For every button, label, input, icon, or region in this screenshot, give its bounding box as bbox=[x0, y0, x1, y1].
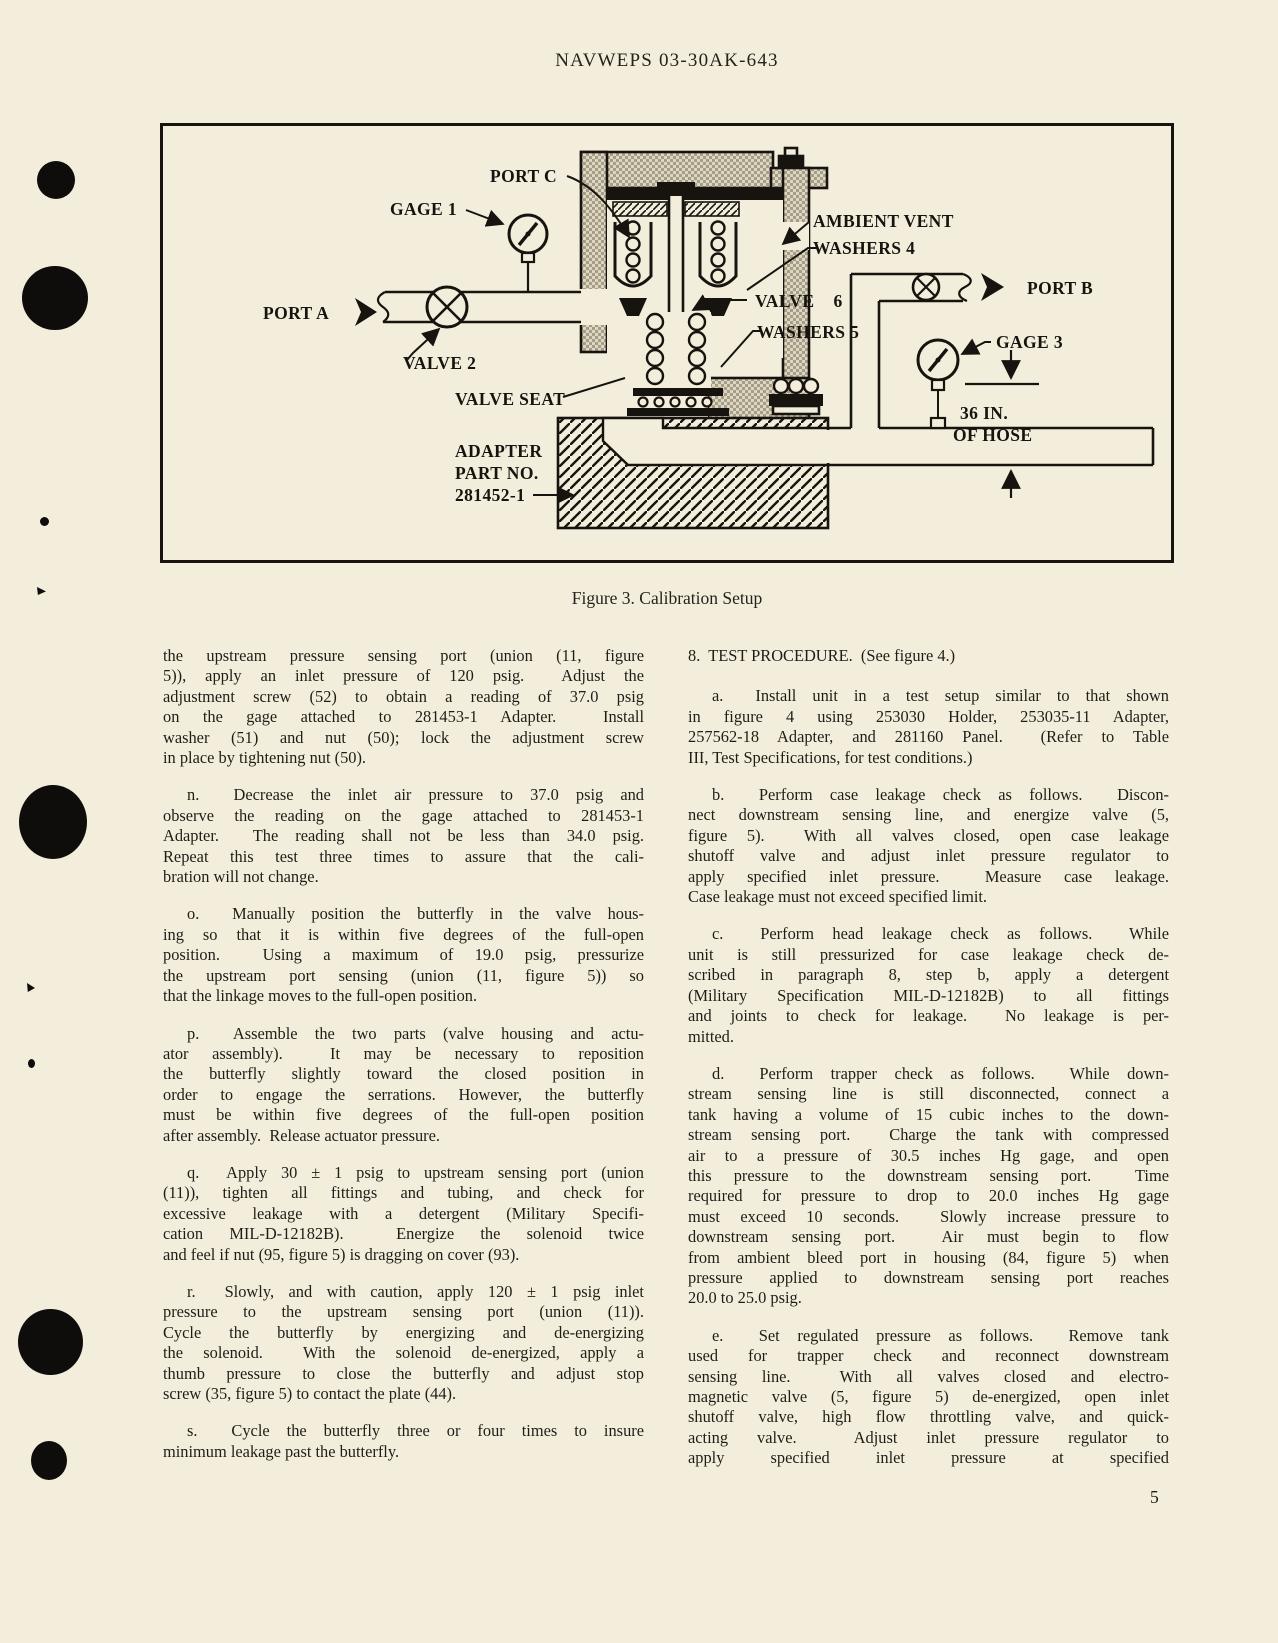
text-line: stream sensing port. Charge the tank with compressed bbox=[688, 1125, 1169, 1145]
paragraph bbox=[163, 1282, 644, 1404]
label-hose-length-2: OF HOSE bbox=[953, 425, 1033, 445]
label-valve-seat: VALVE SEAT bbox=[455, 389, 566, 409]
label-port-b: PORT B bbox=[1027, 278, 1094, 298]
text-line: in place by tightening nut (50). bbox=[163, 748, 367, 768]
text-line: after assembly. Release actuator pressure. bbox=[163, 1125, 440, 1145]
text-line: and feel if nut (95, figure 5) is dragging on cover (93). bbox=[163, 1244, 520, 1264]
binding-dot bbox=[18, 1309, 83, 1375]
text-line: (11)), tighten all fittings and tubing, and check for bbox=[163, 1183, 644, 1203]
label-hose-length-1: 36 IN. bbox=[960, 403, 1009, 423]
page-number: 5 bbox=[1150, 1487, 1159, 1507]
text-line: unit is still pressurized for case leakage check de- bbox=[688, 944, 1169, 964]
text-line: and joints to check for leakage. No leakage is per- bbox=[688, 1006, 1169, 1026]
label-gage-1: GAGE 1 bbox=[390, 199, 458, 219]
adapter-block bbox=[558, 418, 831, 528]
label-port-a: PORT A bbox=[263, 303, 330, 323]
text-line: pressure to the upstream sensing port (union (11)). bbox=[163, 1302, 644, 1322]
binding-dot bbox=[19, 785, 87, 859]
text-line: must exceed 10 seconds. Slowly increase pressure to bbox=[688, 1206, 1169, 1226]
text-line: s. Cycle the butterfly three or four times to insure bbox=[187, 1421, 644, 1441]
scan-speck bbox=[28, 1059, 35, 1068]
text-line: the butterfly slightly toward the closed position in bbox=[163, 1064, 644, 1084]
text-line: required for pressure to drop to 20.0 inches Hg gage bbox=[688, 1186, 1169, 1206]
text-line: c. Perform head leakage check as follows. While bbox=[712, 924, 1169, 944]
label-washers-5: WASHERS 5 bbox=[757, 322, 860, 342]
text-line: 257562-18 Adapter, and 281160 Panel. (Refer to Table bbox=[688, 727, 1169, 747]
label-adapter-2: PART NO. bbox=[455, 463, 539, 483]
text-line: shutoff valve, high flow throttling valve, and quick- bbox=[688, 1407, 1169, 1427]
binding-dot bbox=[37, 161, 75, 199]
label-adapter-3: 281452-1 bbox=[455, 485, 526, 505]
text-line: sensing line. With all valves closed and electro- bbox=[688, 1366, 1169, 1386]
paragraph bbox=[688, 1064, 1169, 1309]
text-line: from ambient bleed port in housing (84, figure 5) when bbox=[688, 1247, 1169, 1267]
text-line: that the linkage moves to the full-open position. bbox=[163, 986, 478, 1006]
text-line: acting valve. Adjust inlet pressure regulator to bbox=[688, 1427, 1169, 1447]
paragraph bbox=[163, 1024, 644, 1146]
scan-speck bbox=[27, 983, 35, 992]
text-line: downstream sensing port. Air must begin to flow bbox=[688, 1227, 1169, 1247]
text-line: the upstream pressure sensing port (union (11, figure bbox=[163, 646, 644, 665]
label-port-c: PORT C bbox=[490, 166, 558, 186]
label-valve-2: VALVE 2 bbox=[403, 353, 477, 373]
text-line: excessive leakage with a detergent (Military Specifi- bbox=[163, 1203, 644, 1223]
text-line: o. Manually position the butterfly in the valve hous- bbox=[187, 904, 644, 924]
text-line: 20.0 to 25.0 psig. bbox=[688, 1288, 802, 1308]
text-line: tank having a volume of 15 cubic inches to the down- bbox=[688, 1104, 1169, 1124]
text-line: b. Perform case leakage check as follows. Discon- bbox=[712, 785, 1169, 805]
text-line: figure 5). With all valves closed, open case leakage bbox=[688, 825, 1169, 845]
text-line: Adapter. The reading shall not be less than 34.0 psig. bbox=[163, 826, 644, 846]
text-line: must be within five degrees of the full-open position bbox=[163, 1105, 644, 1125]
label-gage-3: GAGE 3 bbox=[996, 332, 1064, 352]
upstream-pipe bbox=[355, 215, 581, 327]
scan-speck bbox=[40, 517, 49, 526]
text-line: nect downstream sensing line, and energize valve (5, bbox=[688, 805, 1169, 825]
calibration-diagram bbox=[163, 126, 1171, 560]
text-line: shutoff valve and adjust inlet pressure regulator to bbox=[688, 846, 1169, 866]
text-line: minimum leakage past the butterfly. bbox=[163, 1441, 400, 1461]
label-valve-6: VALVE 6 bbox=[755, 291, 843, 311]
text-line: screw (35, figure 5) to contact the plate (44). bbox=[163, 1384, 457, 1403]
paragraph bbox=[163, 904, 644, 1006]
label-adapter-1: ADAPTER bbox=[455, 441, 543, 461]
right-column bbox=[688, 646, 1169, 1469]
text-line: stream sensing line is still disconnected, connect a bbox=[688, 1084, 1169, 1104]
paragraph bbox=[688, 785, 1169, 907]
section-heading: 8. TEST PROCEDURE. (See figure 4.) bbox=[688, 646, 956, 665]
text-line: cation MIL-D-12182B). Energize the solenoid twice bbox=[163, 1224, 644, 1244]
text-line: apply specified inlet pressure. Measure case leakage. bbox=[688, 866, 1169, 886]
figure-3-frame bbox=[160, 123, 1174, 563]
text-line: bration will not change. bbox=[163, 867, 319, 887]
text-line: the solenoid. With the solenoid de-energized, apply a bbox=[163, 1343, 644, 1363]
housing-cross-section bbox=[577, 148, 827, 428]
text-line: apply specified inlet pressure at specified bbox=[688, 1448, 1169, 1468]
text-line: washer (51) and nut (50); lock the adjustment screw bbox=[163, 727, 644, 747]
text-line: thumb pressure to close the butterfly and adjust stop bbox=[163, 1363, 644, 1383]
text-line: 5)), apply an inlet pressure of 120 psig. Adjust the bbox=[163, 666, 644, 686]
text-line: used for trapper check and reconnect downstream bbox=[688, 1346, 1169, 1366]
paragraph bbox=[163, 1163, 644, 1265]
valve-2-symbol bbox=[427, 287, 467, 327]
text-line: magnetic valve (5, figure 5) de-energized, open inlet bbox=[688, 1387, 1169, 1406]
text-line: this pressure to the downstream sensing port. Time bbox=[688, 1165, 1169, 1185]
text-line: a. Install unit in a test setup similar to that shown bbox=[712, 686, 1169, 706]
text-line: observe the reading on the gage attached to 281453-1 bbox=[163, 805, 644, 825]
gage-3-symbol bbox=[918, 340, 958, 428]
hose-dimension bbox=[965, 350, 1039, 498]
text-line: r. Slowly, and with caution, apply 120 ± 1 psig inlet bbox=[187, 1281, 644, 1301]
text-line: p. Assemble the two parts (valve housing and actu- bbox=[187, 1023, 644, 1043]
paragraph bbox=[688, 1326, 1169, 1469]
paragraph bbox=[688, 686, 1169, 768]
paragraph bbox=[688, 924, 1169, 1046]
page-header: NAVWEPS 03-30AK-643 bbox=[555, 50, 779, 71]
text-line: e. Set regulated pressure as follows. Remove tank bbox=[712, 1325, 1169, 1345]
text-line: ing so that it is within five degrees of the full-open bbox=[163, 924, 644, 944]
text-line: scribed in paragraph 8, step b, apply a detergent bbox=[688, 965, 1169, 985]
text-line: III, Test Specifications, for test conditions.) bbox=[688, 747, 973, 767]
text-line: pressure applied to downstream sensing port reaches bbox=[688, 1267, 1169, 1287]
left-column bbox=[163, 646, 644, 1462]
paragraph bbox=[163, 785, 644, 887]
right-column-paragraphs bbox=[688, 686, 1169, 1468]
text-line: in figure 4 using 253030 Holder, 253035-11 Adapter, bbox=[688, 706, 1169, 726]
text-line: Repeat this test three times to assure that the cali- bbox=[163, 846, 644, 866]
left-column-paragraphs bbox=[163, 646, 644, 1462]
text-line: q. Apply 30 ± 1 psig to upstream sensing port (union bbox=[187, 1162, 644, 1182]
text-line: ator assembly). It may be necessary to reposition bbox=[163, 1043, 644, 1063]
gage-1-symbol bbox=[509, 215, 547, 292]
figure-caption: Figure 3. Calibration Setup bbox=[571, 588, 763, 608]
text-line: (Military Specification MIL-D-12182B) to all fittings bbox=[688, 985, 1169, 1005]
text-line: Cycle the butterfly by energizing and de-energizing bbox=[163, 1322, 644, 1342]
paragraph bbox=[163, 1421, 644, 1462]
label-ambient-vent: AMBIENT VENT bbox=[813, 211, 954, 231]
binding-dot bbox=[31, 1441, 67, 1480]
text-line: air to a pressure of 30.5 inches Hg gage, and open bbox=[688, 1145, 1169, 1165]
text-line: n. Decrease the inlet air pressure to 37.0 psig and bbox=[187, 785, 644, 805]
binding-dot bbox=[22, 266, 88, 330]
text-line: on the gage attached to 281453-1 Adapter. Install bbox=[163, 707, 644, 727]
label-washers-4: WASHERS 4 bbox=[813, 238, 916, 258]
text-line: d. Perform trapper check as follows. While down- bbox=[712, 1063, 1169, 1083]
text-line: mitted. bbox=[688, 1026, 734, 1046]
port-a-arrow bbox=[355, 298, 377, 326]
text-line: adjustment screw (52) to obtain a reading of 37.0 psig bbox=[163, 686, 644, 706]
text-line: Case leakage must not exceed specified limit. bbox=[688, 887, 988, 907]
paragraph bbox=[163, 646, 644, 768]
text-line: order to engage the serrations. However, the butterfly bbox=[163, 1084, 644, 1104]
text-line: the upstream port sensing (union (11, figure 5)) so bbox=[163, 965, 644, 985]
text-line: position. Using a maximum of 19.0 psig, pressurize bbox=[163, 945, 644, 965]
scan-speck bbox=[37, 587, 46, 595]
shutoff-valve-symbol bbox=[913, 274, 939, 300]
